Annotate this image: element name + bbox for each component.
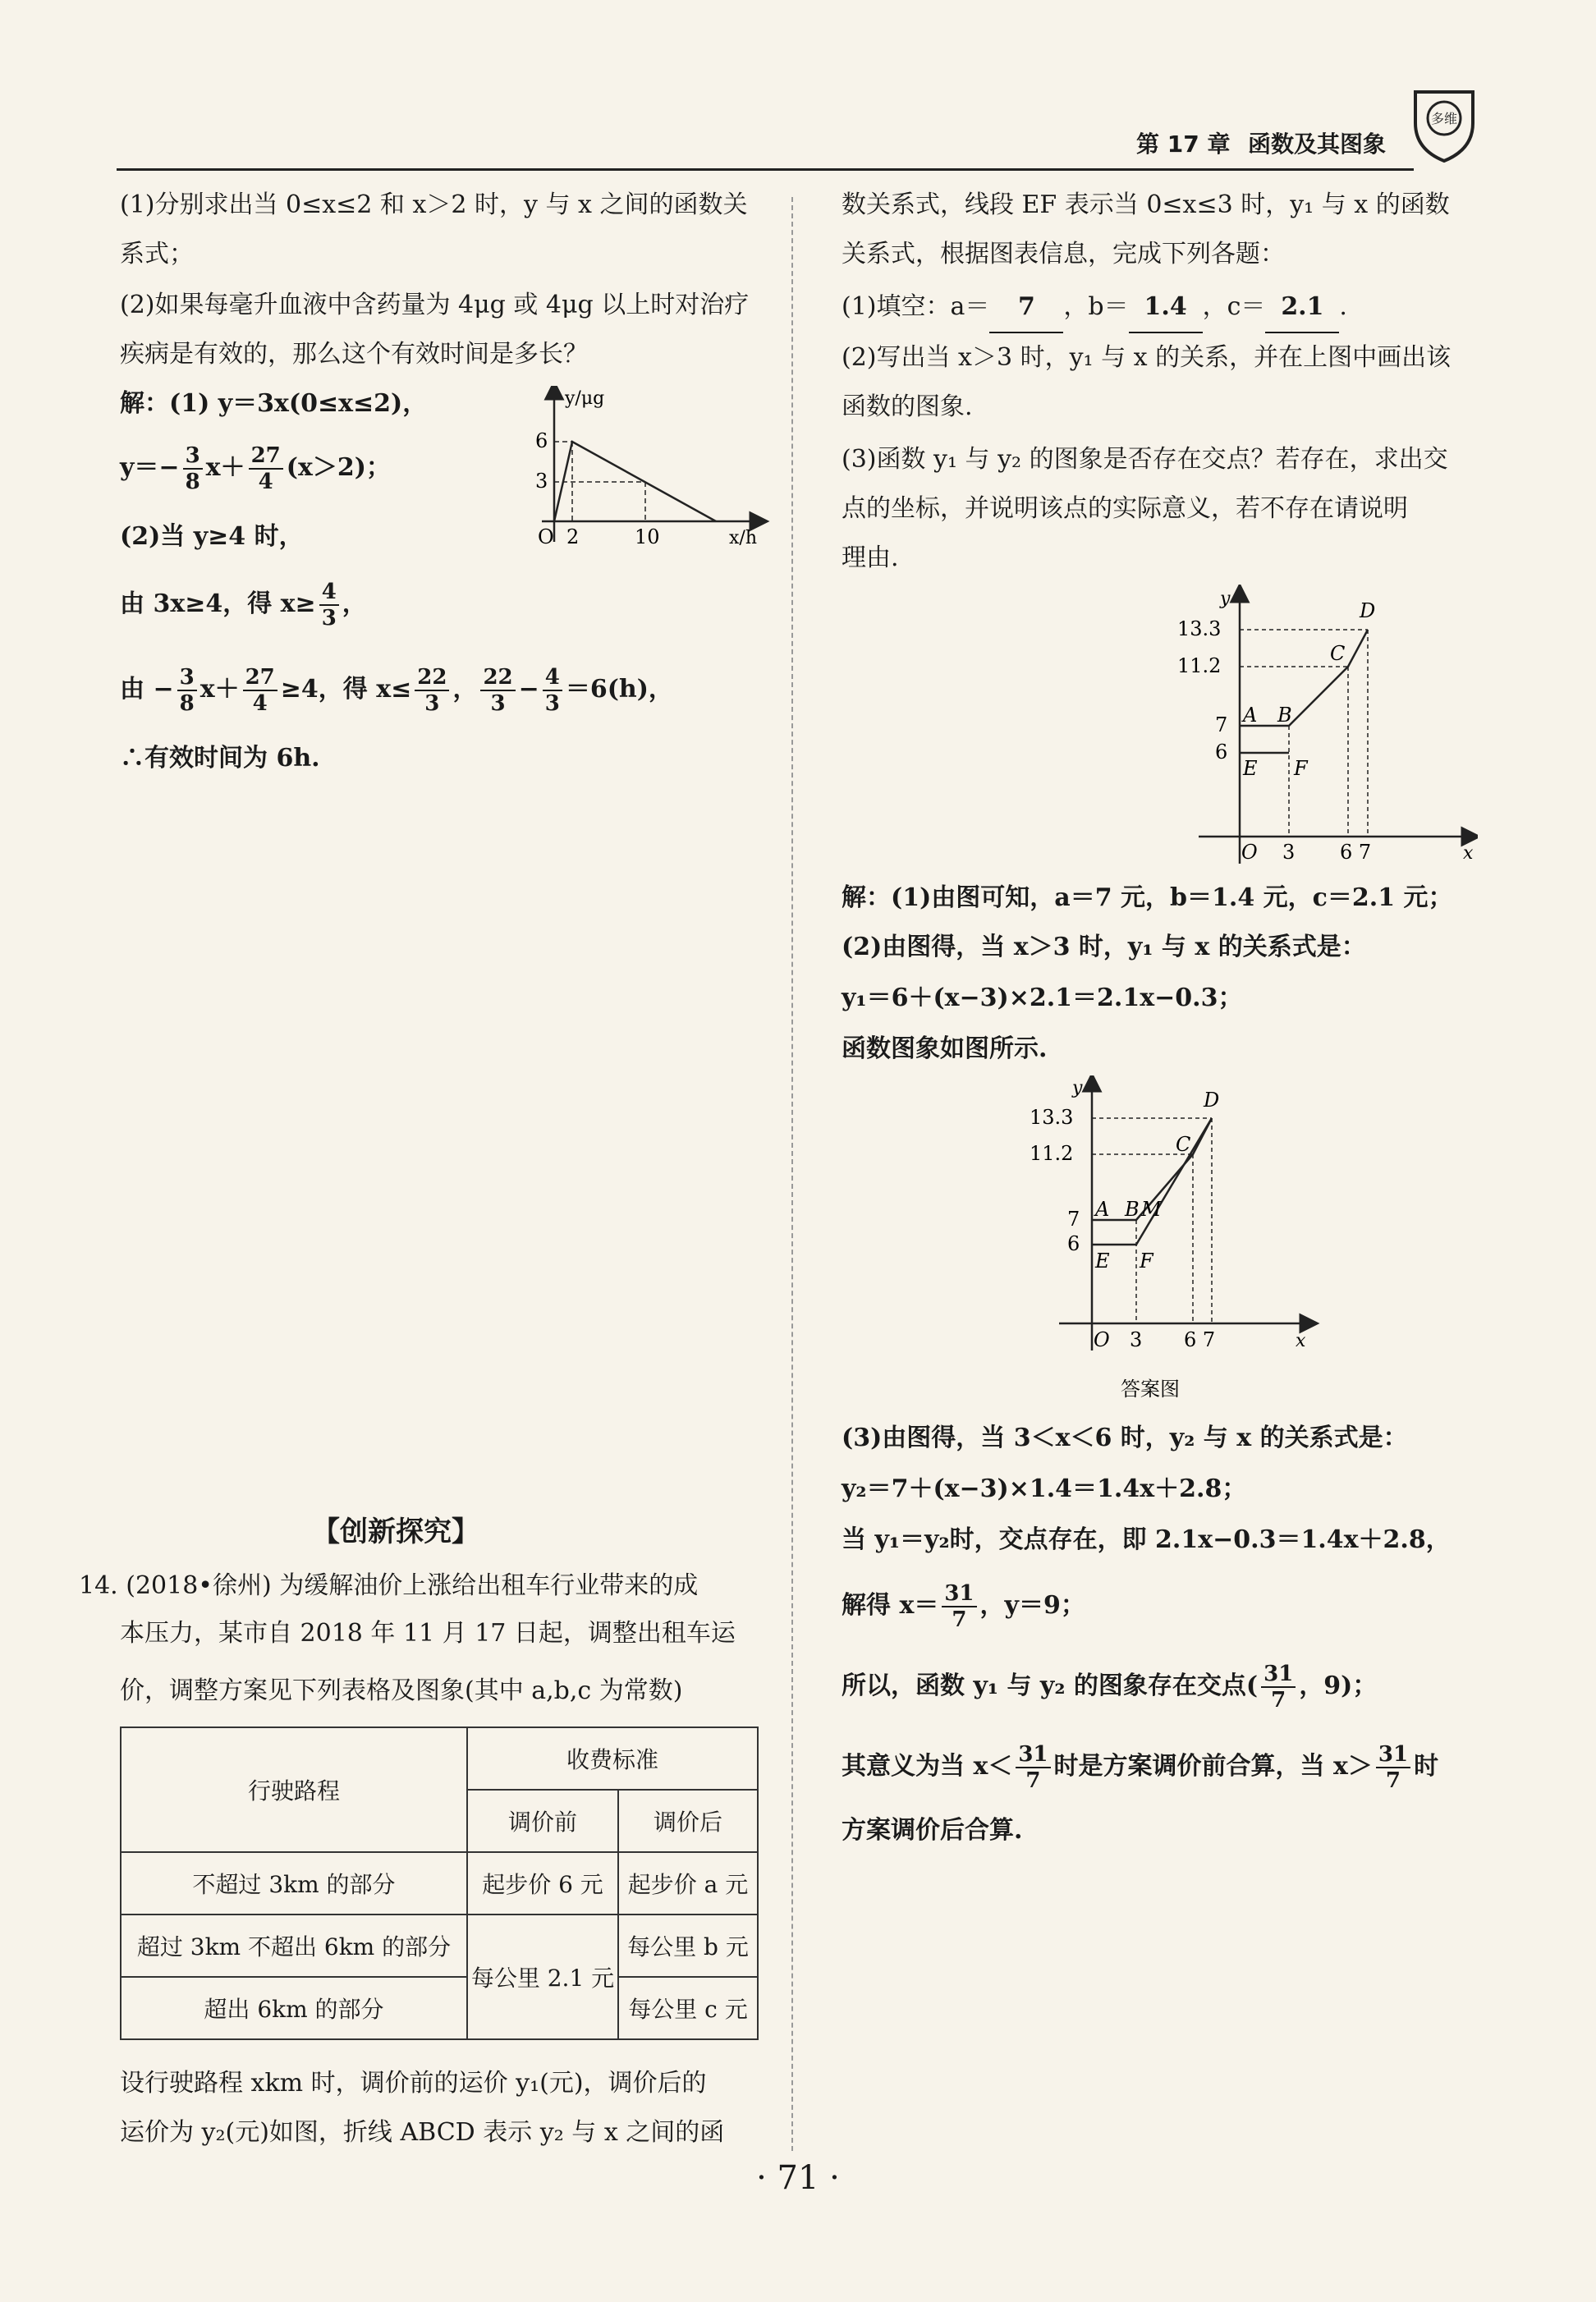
right-line-1: 数关系式，线段 EF 表示当 0≤x≤3 时，y₁ 与 x 的函数	[842, 190, 1450, 219]
solution-line-4	[120, 580, 367, 631]
solution-line-6: ∴有效时间为 6h.	[120, 744, 320, 773]
answer-line-5: (3)由图得，当 3＜x＜6 时，y₂ 与 x 的关系式是：	[842, 1424, 1408, 1452]
chapter-title: 函数及其图象	[1248, 131, 1387, 158]
y-tick-label: 3	[535, 470, 548, 493]
denominator: 3	[490, 691, 506, 716]
text-segment: ，	[342, 589, 367, 618]
fare-graph	[1166, 585, 1478, 872]
right-q3-line-1: (3)函数 y₁ 与 y₂ 的图象是否存在交点？若存在，求出交	[842, 445, 1448, 474]
question-14-line-5: 运价为 y₂(元)如图，折线 ABCD 表示 y₂ 与 x 之间的函	[120, 2118, 725, 2147]
text-segment: .	[1339, 292, 1347, 321]
question-14-line-3: 价，调整方案见下列表格及图象(其中 a,b,c 为常数)	[120, 1676, 683, 1705]
numerator: 22	[415, 665, 449, 691]
header-before: 调价前	[467, 1790, 618, 1852]
fraction	[183, 443, 203, 494]
fare-after-cell: 每公里 b 元	[618, 1915, 758, 1977]
y-axis-label: y	[1220, 589, 1231, 609]
answer-line-4: 函数图象如图所示.	[842, 1034, 1048, 1063]
point-label: M	[1141, 1198, 1162, 1221]
answer-line-8	[842, 1581, 1085, 1632]
y-tick-label: 6	[535, 429, 548, 452]
origin-label: O	[1241, 841, 1258, 864]
solution-line-1: 解：(1) y＝3x(0≤x≤2)，	[120, 389, 428, 418]
numerator: 27	[249, 443, 283, 470]
fare-before-cell: 起步价 6 元	[467, 1852, 618, 1915]
fraction	[1016, 1742, 1050, 1793]
fraction	[415, 665, 449, 716]
concentration-curve	[554, 442, 716, 521]
denominator: 7	[1385, 1768, 1401, 1793]
x-tick-label: 10	[635, 525, 660, 548]
drug-concentration-graph	[517, 386, 772, 558]
x-tick-label: 2	[566, 525, 580, 548]
right-q2-line-1: (2)写出当 x＞3 时，y₁ 与 x 的关系，并在上图中画出该	[842, 343, 1452, 372]
fraction	[243, 665, 277, 716]
page-number: · 71 ·	[756, 2159, 840, 2197]
denominator: 8	[179, 691, 195, 716]
point-label: B	[1277, 704, 1292, 727]
section-title: 【创新探究】	[312, 1516, 479, 1548]
denominator: 7	[952, 1607, 967, 1632]
y-tick-label: 13.3	[1177, 617, 1222, 640]
text-segment: (x＞2)；	[286, 453, 391, 482]
text-segment: 由 −	[120, 675, 174, 704]
fraction	[942, 1581, 976, 1632]
svg-text:多维: 多维	[1430, 111, 1458, 126]
publisher-logo-icon	[1407, 82, 1481, 164]
text-segment: x＋	[200, 675, 240, 704]
x-tick-label: 6 7	[1340, 841, 1372, 864]
header-standard: 收费标准	[467, 1727, 758, 1790]
point-label: F	[1294, 757, 1308, 780]
x-tick-label: 6 7	[1184, 1328, 1216, 1351]
point-label: A	[1243, 704, 1258, 727]
fraction	[249, 443, 283, 494]
text-segment: 其意义为当 x＜	[842, 1752, 1013, 1781]
numerator: 31	[1261, 1662, 1296, 1688]
point-label: C	[1176, 1133, 1191, 1156]
y-tick-label: 6	[1215, 741, 1228, 764]
point-label: C	[1330, 642, 1346, 665]
solution-line-3: (2)当 y≥4 时，	[120, 522, 304, 551]
fraction	[480, 665, 515, 716]
question-14-line-1: 14. (2018•徐州) 为缓解油价上涨给出租车行业带来的成	[79, 1571, 699, 1600]
right-q2-line-2: 函数的图象.	[842, 392, 973, 421]
graph-caption: 答案图	[1121, 1378, 1180, 1401]
x-tick-label: 3	[1130, 1328, 1143, 1351]
page-header	[117, 111, 1458, 171]
numerator: 3	[177, 665, 197, 691]
text-segment: ，y＝9；	[979, 1591, 1085, 1620]
solution-line-5	[120, 665, 673, 716]
origin-label: O	[538, 525, 554, 548]
y-tick-label: 7	[1215, 713, 1228, 736]
line-y1	[1092, 1118, 1212, 1245]
numerator: 22	[480, 665, 515, 691]
y-tick-label: 11.2	[1030, 1142, 1074, 1165]
y-axis-label: y	[1072, 1078, 1083, 1098]
header-rule	[117, 168, 1414, 171]
fraction	[1376, 1742, 1410, 1793]
answer-line-11: 方案调价后合算.	[842, 1816, 1023, 1845]
header-route: 行驶路程	[121, 1727, 467, 1852]
route-cell: 超出 6km 的部分	[121, 1977, 467, 2039]
fill-in-line	[842, 282, 1347, 333]
numerator: 31	[1016, 1742, 1050, 1768]
fraction	[543, 665, 562, 716]
point-label: F	[1140, 1250, 1153, 1273]
x-axis-label: x	[1463, 843, 1474, 864]
text-segment: (1)填空：a＝	[842, 292, 990, 321]
numerator: 4	[543, 665, 562, 691]
answer-line-6: y₂＝7＋(x−3)×1.4＝1.4x＋2.8；	[842, 1474, 1247, 1503]
right-line-2: 关系式，根据图表信息，完成下列各题：	[842, 240, 1285, 268]
numerator: 31	[942, 1581, 976, 1607]
text-segment: 时是方案调价前合算，当 x＞	[1053, 1752, 1373, 1781]
point-label: B	[1125, 1198, 1140, 1221]
origin-label: O	[1094, 1328, 1110, 1351]
column-divider	[791, 197, 793, 2151]
denominator: 3	[321, 606, 337, 631]
y-tick-label: 11.2	[1177, 654, 1222, 677]
fare-after-cell: 每公里 c 元	[618, 1977, 758, 2039]
denominator: 3	[544, 691, 560, 716]
right-q3-line-3: 理由.	[842, 543, 899, 572]
route-cell: 超过 3km 不超出 6km 的部分	[121, 1915, 467, 1977]
denominator: 3	[424, 691, 440, 716]
numerator: 3	[183, 443, 203, 470]
y-axis-label: y/μg	[565, 388, 605, 409]
fare-before-cell: 每公里 2.1 元	[467, 1915, 618, 2039]
answer-line-7: 当 y₁＝y₂时，交点存在，即 2.1x−0.3＝1.4x＋2.8，	[842, 1525, 1451, 1554]
fare-after-cell: 起步价 a 元	[618, 1852, 758, 1915]
fare-table	[120, 1726, 759, 2040]
point-label: E	[1095, 1250, 1110, 1273]
point-label: D	[1360, 599, 1376, 622]
text-segment: ，9)；	[1299, 1671, 1378, 1700]
text-segment: ，	[452, 675, 478, 704]
point-label: E	[1243, 757, 1258, 780]
answer-line-1: 解：(1)由图可知，a＝7 元，b＝1.4 元，c＝2.1 元；	[842, 883, 1453, 912]
y-tick-label: 7	[1067, 1208, 1080, 1231]
answer-line-3: y₁＝6＋(x−3)×2.1＝2.1x−0.3；	[842, 984, 1243, 1012]
text-segment: ＝6(h)，	[565, 675, 673, 704]
numerator: 4	[319, 580, 339, 606]
header-after: 调价后	[618, 1790, 758, 1852]
text-segment: ，b＝	[1063, 292, 1129, 321]
question-14-line-4: 设行驶路程 xkm 时，调价前的运价 y₁(元)，调价后的	[120, 2069, 707, 2098]
text-segment: 解得 x＝	[842, 1591, 939, 1620]
x-axis-label: x	[1296, 1331, 1306, 1351]
y-tick-label: 13.3	[1030, 1106, 1074, 1129]
denominator: 4	[258, 470, 273, 494]
answer-a: 7	[989, 282, 1063, 333]
text-segment: ≥4，得 x≤	[280, 675, 412, 704]
text-segment: y＝−	[120, 453, 180, 482]
text-segment: 所以，函数 y₁ 与 y₂ 的图象存在交点(	[842, 1671, 1259, 1700]
route-cell: 不超过 3km 的部分	[121, 1852, 467, 1915]
fraction	[177, 665, 197, 716]
denominator: 4	[252, 691, 268, 716]
answer-line-10	[842, 1742, 1438, 1793]
point-label: A	[1095, 1198, 1110, 1221]
answer-line-2: (2)由图得，当 x＞3 时，y₁ 与 x 的关系式是：	[842, 933, 1366, 961]
y-tick-label: 6	[1067, 1232, 1080, 1255]
chapter-label: 第 17 章	[1136, 131, 1231, 158]
fraction	[319, 580, 339, 631]
answer-b: 1.4	[1129, 282, 1203, 333]
text-segment: x＋	[205, 453, 245, 482]
numerator: 31	[1376, 1742, 1410, 1768]
x-tick-label: 3	[1282, 841, 1296, 864]
point-label: D	[1204, 1089, 1220, 1112]
answer-line-9	[842, 1662, 1377, 1713]
right-q3-line-2: 点的坐标，并说明该点的实际意义，若不存在请说明	[842, 494, 1408, 523]
denominator: 7	[1025, 1768, 1041, 1793]
denominator: 8	[185, 470, 200, 494]
fraction	[1261, 1662, 1296, 1713]
numerator: 27	[243, 665, 277, 691]
text-segment: 时	[1414, 1752, 1439, 1781]
text-segment: −	[518, 675, 539, 704]
question-14-line-2: 本压力，某市自 2018 年 11 月 17 日起，调整出租车运	[120, 1619, 736, 1648]
answer-graph	[1026, 1075, 1322, 1404]
question-2: (2)如果每毫升血液中含药量为 4μg 或 4μg 以上时对治疗疾病是有效的，那么这个有效时间是多长？	[120, 291, 750, 369]
solution-line-2	[120, 443, 391, 494]
answer-c: 2.1	[1265, 282, 1339, 333]
text-segment: ，c＝	[1202, 292, 1266, 321]
question-1: (1)分别求出当 0≤x≤2 和 x＞2 时，y 与 x 之间的函数关系式；	[120, 190, 748, 268]
denominator: 7	[1271, 1688, 1286, 1713]
text-segment: 由 3x≥4，得 x≥	[120, 589, 316, 618]
x-axis-label: x/h	[729, 528, 757, 548]
